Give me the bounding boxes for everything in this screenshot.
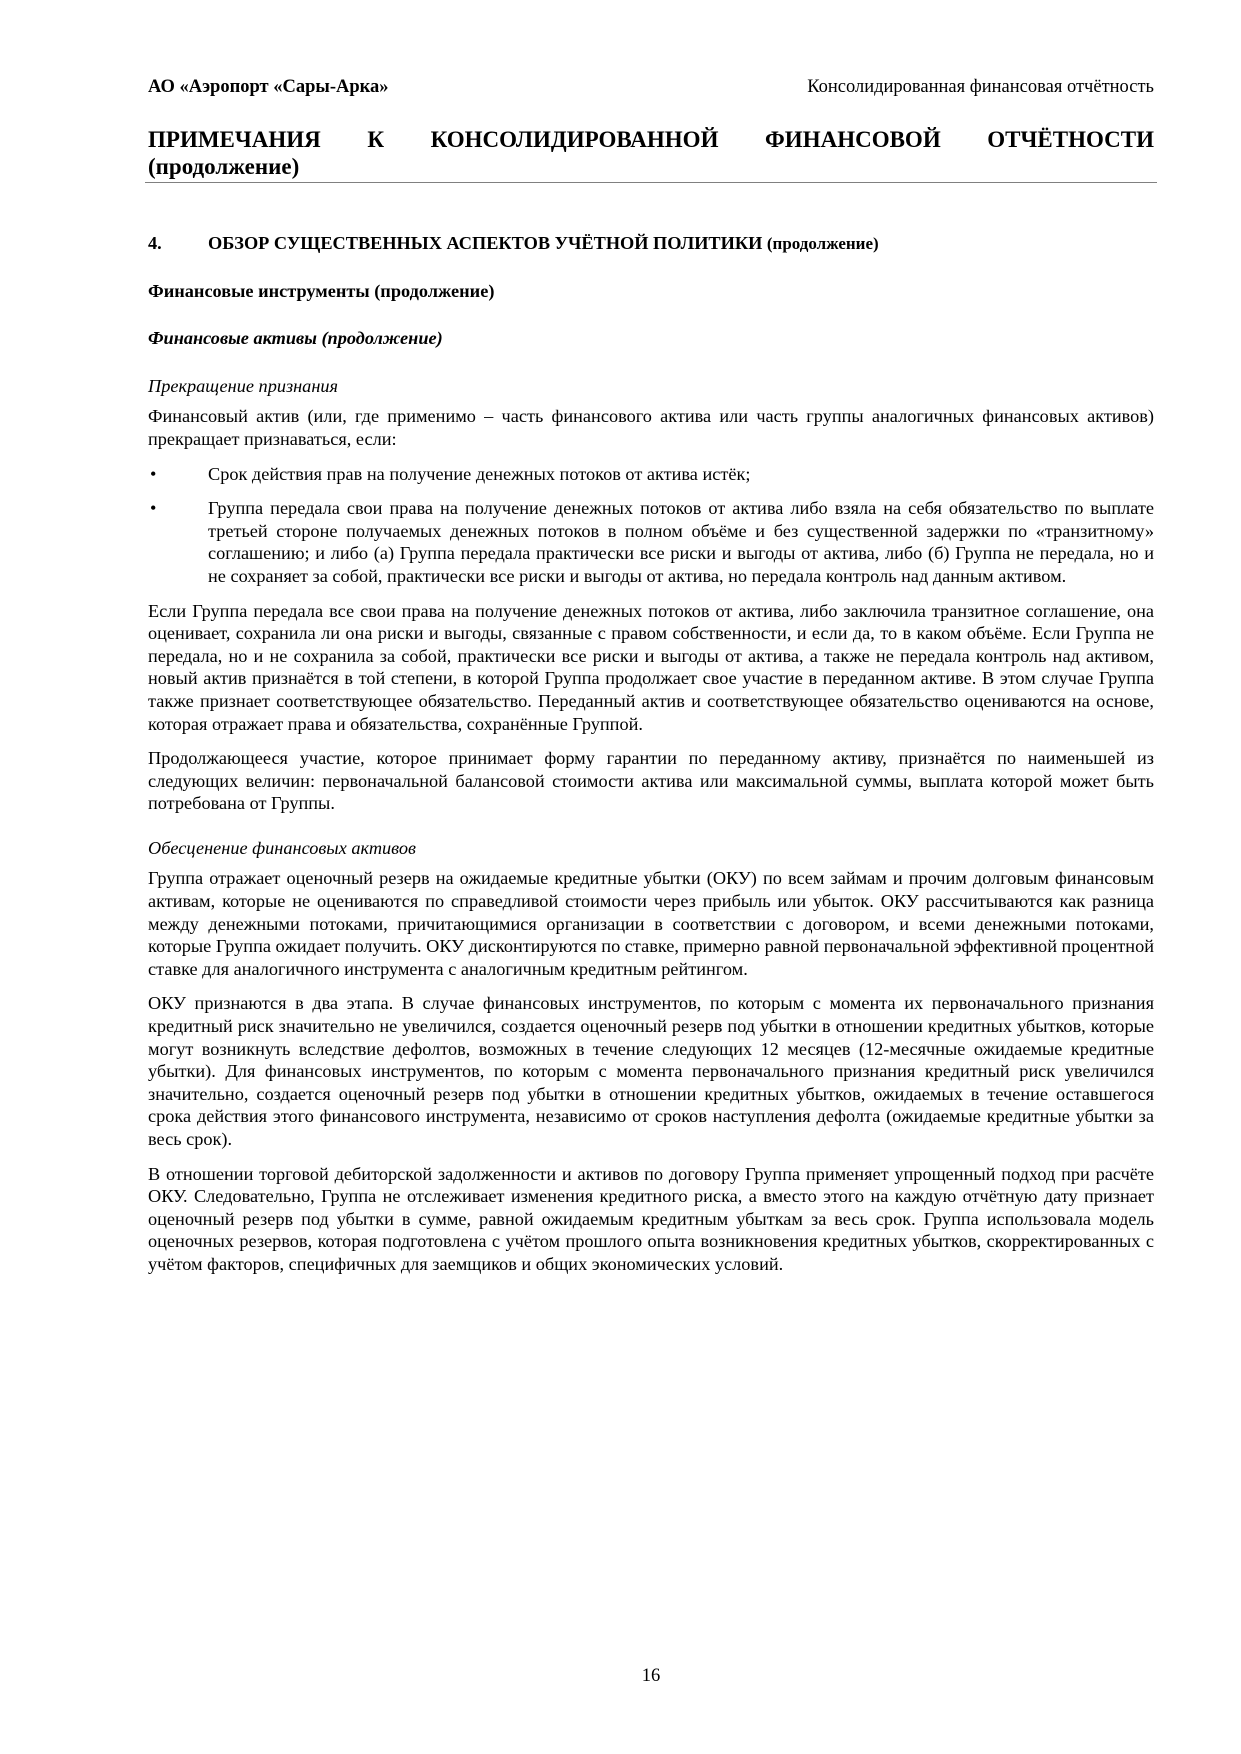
derecognition-bullet-list (148, 463, 1154, 588)
derecognition-heading: Прекращение признания (148, 375, 339, 396)
section-title-text: ОБЗОР СУЩЕСТВЕННЫХ АСПЕКТОВ УЧЁТНОЙ ПОЛИТИКИ (208, 233, 763, 253)
notes-title-word: КОНСОЛИДИРОВАННОЙ (430, 127, 719, 152)
page-number: 16 (641, 1666, 661, 1686)
notes-title-line (148, 126, 1154, 153)
subsection-heading: Финансовые инструменты (продолжение) (148, 280, 495, 301)
title-divider (145, 182, 1157, 183)
section-heading (148, 232, 1154, 256)
section-continued: (продолжение) (766, 234, 879, 253)
company-name: АО «Аэропорт «Сары-Арка» (148, 77, 389, 97)
subsubsection-heading: Финансовые активы (продолжение) (148, 328, 443, 349)
bullet-item (148, 463, 1154, 486)
notes-title-continued: (продолжение) (148, 154, 300, 179)
bullet-icon: • (150, 463, 157, 484)
notes-title (148, 126, 1154, 180)
derecognition-paragraph: Продолжающееся участие, которое принимает форму гарантии по переданному активу, признаётся по наименьшей из следующих величин: первоначальной балансовой стоимости актива или максимальной суммы, выплата которой может быть потребована от Группы. (148, 748, 1154, 814)
running-header (148, 76, 1154, 98)
section-number: 4. (148, 233, 162, 253)
body-text (148, 232, 1154, 1288)
bullet-text: Группа передала свои права на получение денежных потоков от актива либо взяла на себя обязательство по выплате третьей стороне получаемых денежных потоков в полном объёме и без существенной задержки по «транзитному» соглашению; и либо (а) Группа передала практически все риски и выгоды от актива, либо (б) Группа не передала, но и не сохраняет за собой, практически все риски и выгоды от актива, но передала контроль над данным активом. (208, 498, 1154, 586)
document-page (148, 0, 1154, 1754)
bullet-text: Срок действия прав на получение денежных потоков от актива истёк; (208, 463, 751, 484)
derecognition-intro: Финансовый актив (или, где применимо – часть финансового актива или часть группы аналогичных финансовых активов) прекращает признаваться, если: (148, 406, 1154, 449)
notes-title-word: ОТЧЁТНОСТИ (987, 127, 1154, 152)
impairment-paragraph: ОКУ признаются в два этапа. В случае финансовых инструментов, по которым с момента их первоначального признания кредитный риск значительно не увеличился, создается оценочный резерв под убытки в отношении кредитных убытков, которые могут возникнуть вследствие дефолтов, возможных в течение следующих 12 месяцев (12-месячные ожидаемые кредитные убытки). Для финансовых инструментов, по которым с момента первоначального признания кредитный риск увеличился значительно, создается оценочный резерв под убытки в отношении кредитных убытков, ожидаемых в течение оставшегося срока действия этого финансового инструмента, независимо от сроков наступления дефолта (ожидаемые кредитные убытки за весь срок). (148, 993, 1154, 1149)
derecognition-paragraph: Если Группа передала все свои права на получение денежных потоков от актива, либо заключила транзитное соглашение, она оценивает, сохранила ли она риски и выгоды, связанные с правом собственности, и если да, то в каком объёме. Если Группа не передала, но и не сохранила за собой, практически все риски и выгоды от актива, а также не передала контроль над активом, новый актив признаётся в той степени, в которой Группа продолжает свое участие в переданном активе. В этом случае Группа также признает соответствующее обязательство. Переданный актив и соответствующее обязательство оцениваются на основе, которая отражает права и обязательства, сохранённые Группой. (148, 600, 1154, 734)
report-name: Консолидированная финансовая отчётность (807, 77, 1154, 97)
section-title (208, 232, 879, 256)
bullet-item (148, 497, 1154, 587)
impairment-heading: Обесценение финансовых активов (148, 837, 416, 858)
notes-title-word: ПРИМЕЧАНИЯ (148, 127, 321, 152)
notes-title-word: К (367, 127, 385, 152)
impairment-paragraph: В отношении торговой дебиторской задолженности и активов по договору Группа применяет упрощенный подход при расчёте ОКУ. Следовательно, Группа не отслеживает изменения кредитного риска, а вместо этого на каждую отчётную дату признает оценочный резерв под убытки в сумме, равной ожидаемым кредитным убыткам за весь срок. Группа использовала модель оценочных резервов, которая подготовлена с учётом прошлого опыта возникновения кредитных убытков, скорректированных с учётом факторов, специфичных для заемщиков и общих экономических условий. (148, 1163, 1154, 1274)
notes-title-word: ФИНАНСОВОЙ (765, 127, 941, 152)
impairment-paragraph: Группа отражает оценочный резерв на ожидаемые кредитные убытки (ОКУ) по всем займам и прочим долговым финансовым активам, которые не оцениваются по справедливой стоимости через прибыль или убыток. ОКУ рассчитываются как разница между денежными потоками, причитающимися организации в соответствии с договором, и всеми денежными потоками, которые Группа ожидает получить. ОКУ дисконтируются по ставке, примерно равной первоначальной эффективной процентной ставке для аналогичного инструмента с аналогичным кредитным рейтингом. (148, 868, 1154, 979)
bullet-icon: • (150, 498, 157, 519)
